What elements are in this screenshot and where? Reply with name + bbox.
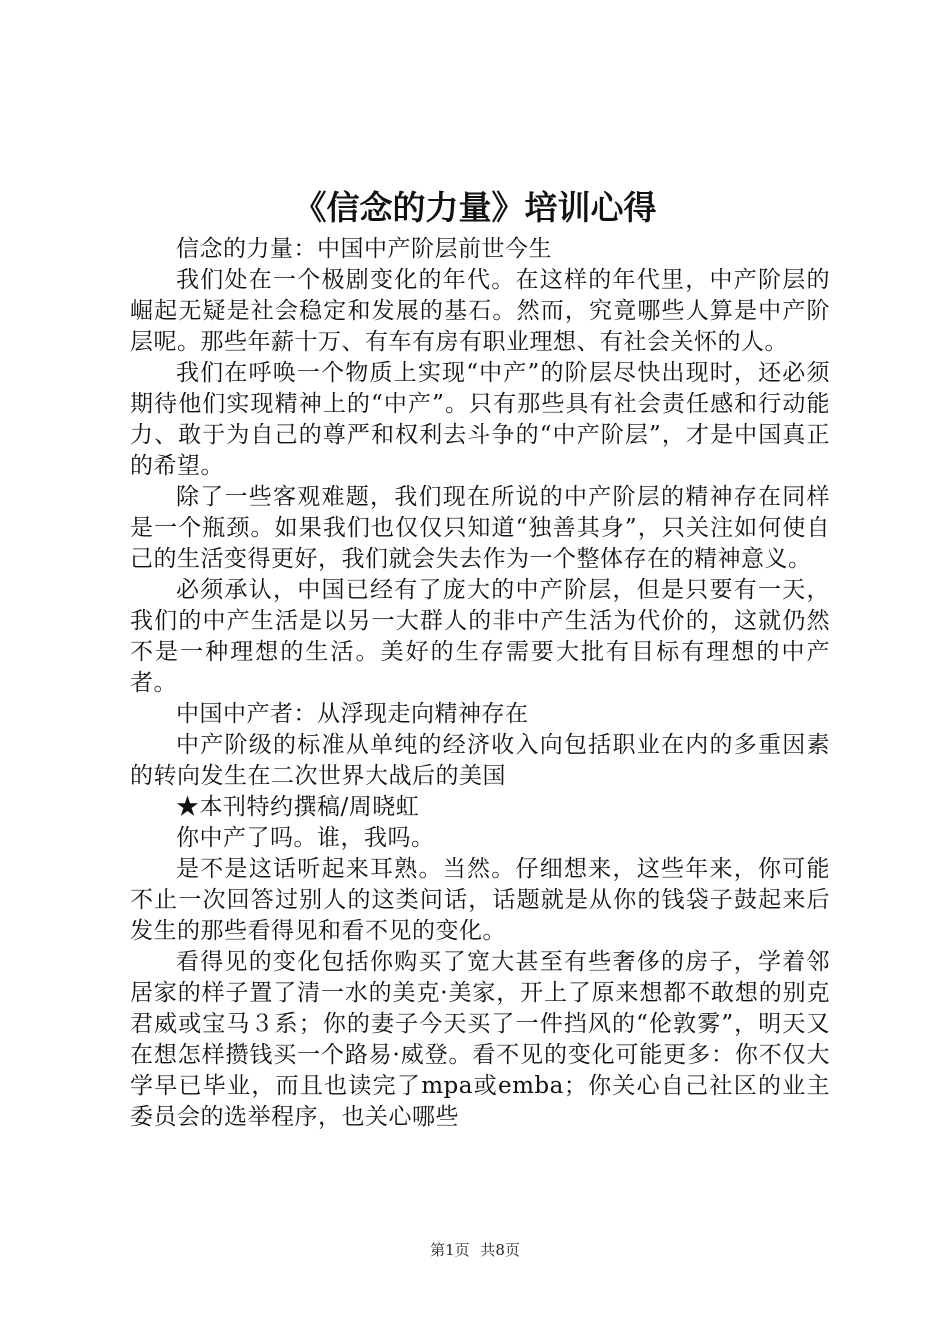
paragraph: 除了一些客观难题，我们现在所说的中产阶层的精神存在同样是一个瓶颈。如果我们也仅仅只知道“独善其身”，只关注如何使自己的生活变得更好，我们就会失去作为一个整体存在的精神意义。 xyxy=(130,484,830,572)
paragraph: 中产阶级的标准从单纯的经济收入向包括职业在内的多重因素的转向发生在二次世界大战后的美国 xyxy=(130,732,830,789)
page-total: 共8页 xyxy=(480,1241,520,1259)
paragraph: 我们处在一个极剧变化的年代。在这样的年代里，中产阶层的崛起无疑是社会稳定和发展的基石。然而，究竟哪些人算是中产阶层呢。那些年薪十万、有车有房有职业理想、有社会关怀的人。 xyxy=(130,267,830,355)
document-title: 《信念的力量》培训心得 xyxy=(293,188,657,227)
paragraph: 你中产了吗。谁，我吗。 xyxy=(176,825,435,851)
page-number: 第1页 xyxy=(430,1241,470,1259)
paragraph: ★本刊特约撰稿/周晓虹 xyxy=(176,794,420,820)
paragraph: 是不是这话听起来耳熟。当然。仔细想来，这些年来，你可能不止一次回答过别人的这类问话，话题就是从你的钱袋子鼓起来后发生的那些看得见和看不见的变化。 xyxy=(130,856,830,944)
paragraph: 我们在呼唤一个物质上实现“中产”的阶层尽快出现时，还必须期待他们实现精神上的“中产”。只有那些具有社会责任感和行动能力、敢于为自己的尊严和权利去斗争的“中产阶层”，才是中国真正的希望。 xyxy=(130,360,830,479)
paragraph: 看得见的变化包括你购买了宽大甚至有些奢侈的房子，学着邻居家的样子置了清一水的美克·美家，开上了原来想都不敢想的别克君威或宝马３系；你的妻子今天买了一件挡风的“伦敦雾”，明天又在想怎样攒钱买一个路易·威登。看不见的变化可能更多：你不仅大学早已毕业，而且也读完了mpa或emba；你关心自己社区的业主委员会的选举程序，也关心哪些 xyxy=(130,949,830,1130)
page-footer xyxy=(0,1240,950,1260)
document-body xyxy=(130,234,830,1133)
paragraph: 必须承认，中国已经有了庞大的中产阶层，但是只要有一天，我们的中产生活是以另一大群人的非中产生活为代价的，这就仍然不是一种理想的生活。美好的生存需要大批有目标有理想的中产者。 xyxy=(130,577,830,696)
paragraph: 信念的力量：中国中产阶层前世今生 xyxy=(176,236,552,262)
paragraph: 中国中产者：从浮现走向精神存在 xyxy=(176,701,529,727)
